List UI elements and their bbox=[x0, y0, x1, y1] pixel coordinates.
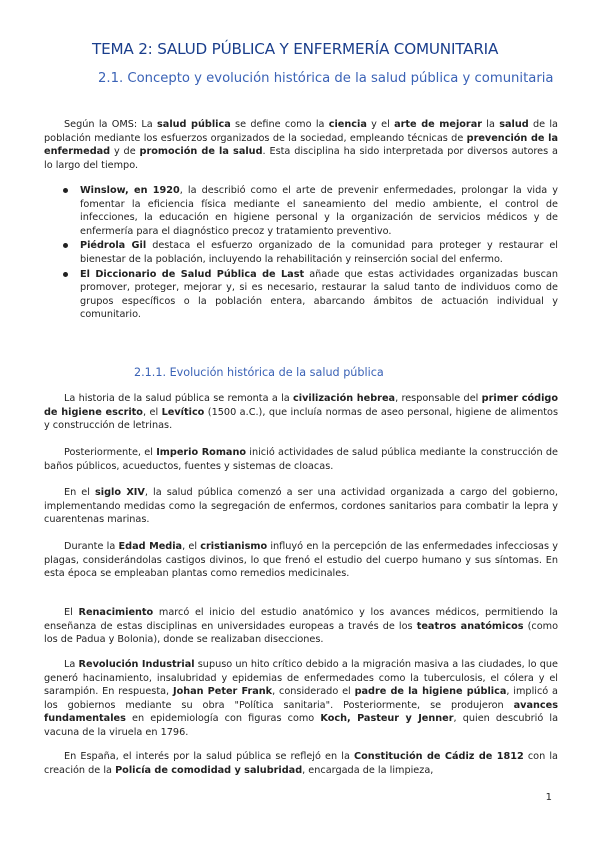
text-run: , el bbox=[182, 541, 201, 552]
bold-text: cristianismo bbox=[200, 541, 268, 552]
text-run: La historia de la salud pública se remonta a la bbox=[64, 393, 294, 404]
bold-text: Renacimiento bbox=[78, 607, 154, 618]
bold-text: Constitución de Cádiz de 1812 bbox=[354, 751, 524, 762]
bold-text: Piédrola Gil bbox=[80, 240, 147, 252]
paragraph-middle-ages bbox=[44, 540, 558, 581]
bold-text: El Diccionario de Salud Pública de Last bbox=[80, 268, 305, 280]
bold-text: civilización hebrea bbox=[293, 393, 396, 404]
text-run: , considerado el bbox=[272, 686, 355, 698]
text-run: En el bbox=[64, 487, 95, 498]
bold-text: Imperio Romano bbox=[156, 447, 247, 458]
bold-text: prevención de la enfermedad bbox=[44, 132, 558, 158]
bold-text: ciencia bbox=[328, 119, 367, 130]
bold-text: Policía de comodidad y salubridad bbox=[115, 764, 303, 776]
bold-text: promoción de la salud bbox=[139, 146, 263, 158]
paragraph-industrial-revolution bbox=[44, 658, 558, 740]
text-run: En España, el interés por la salud pública se reflejó en la bbox=[64, 751, 355, 762]
text-run: , quien descubrió la vacuna de la viruela en 1796. bbox=[44, 713, 559, 738]
text-run: se define como la bbox=[230, 119, 329, 130]
list-item bbox=[62, 239, 558, 266]
text-run: , encargada de la limpieza, bbox=[302, 764, 434, 776]
bold-text: Johan Peter Frank bbox=[172, 686, 273, 698]
bold-text: Edad Media bbox=[118, 541, 183, 552]
list-item bbox=[62, 184, 558, 238]
text-run: Posteriormente, el bbox=[64, 447, 157, 458]
subsection-title: 2.1.1. Evolución histórica de la salud pública bbox=[134, 366, 384, 379]
text-run: El bbox=[64, 607, 79, 618]
text-run: supuso un hito crítico debido a la migración masiva a las ciudades, lo que generó hacinamiento, insalubridad y epidemias de enfermedades como la tuberculosis, el cólera y el sarampión. En respuesta, bbox=[44, 659, 558, 698]
text-run: Durante la bbox=[64, 541, 119, 552]
text-run: en epidemiología con figuras como bbox=[125, 713, 321, 725]
text-run: y el bbox=[366, 119, 395, 130]
text-run: . Esta disciplina ha sido interpretada por diversos autores a lo largo del tiempo. bbox=[44, 146, 558, 171]
intro-paragraph bbox=[44, 118, 558, 172]
paragraph-rome bbox=[44, 446, 558, 473]
text-run: añade que estas actividades organizadas buscan promover, proteger, mejorar y, si es necesario, restaurar la salud tanto de individuos como de grupos específicos o la población entera, abarcando ámbitos de actuación individual y comunitario. bbox=[80, 268, 558, 321]
bold-text: teatros anatómicos bbox=[416, 620, 524, 632]
text-run: influyó en la percepción de las enfermedades infecciosas y plagas, considerándolas castigos divinos, lo que frenó el estudio del cuerpo humano y sus síntomas. En esta época se empleaban plantas como remedios medicinales. bbox=[44, 541, 558, 580]
paragraph-renaissance bbox=[44, 606, 558, 647]
bold-text: Revolución Industrial bbox=[78, 659, 195, 670]
text-run: y de bbox=[110, 146, 140, 158]
paragraph-spain bbox=[44, 750, 558, 777]
bold-text: salud bbox=[499, 119, 529, 130]
text-run: (como los de Padua y Bolonia), donde se realizaban disecciones. bbox=[44, 620, 559, 646]
page-number: 1 bbox=[545, 792, 552, 803]
text-run: , la salud pública comenzó a ser una actividad organizada a cargo del gobierno, implementando medidas como la segregación de enfermos, cordones sanitarios para combatir la lepra y cuarentenas marinas. bbox=[44, 487, 558, 526]
bold-text: siglo XIV bbox=[95, 487, 145, 498]
text-run: marcó el inicio del estudio anatómico y los avances médicos, permitiendo la enseñanza de estas disciplinas en universidades europeas a través de los bbox=[44, 607, 558, 632]
text-run: , la describió como el arte de prevenir enfermedades, prolongar la vida y fomentar la eficiencia física mediante el saneamiento del medio ambiente, el control de infecciones, la educación en higiene personal y la organización de servicios médicos y de enfermería para el diagnóstico precoz y tratamiento preventivo. bbox=[80, 185, 558, 237]
bold-text: arte de mejorar bbox=[394, 119, 483, 130]
page-title: TEMA 2: SALUD PÚBLICA Y ENFERMERÍA COMUNITARIA bbox=[92, 40, 499, 58]
section-title: 2.1. Concepto y evolución histórica de la salud pública y comunitaria bbox=[98, 71, 554, 86]
paragraph-hebrew bbox=[44, 392, 558, 433]
bold-text: Winslow, en 1920 bbox=[80, 185, 180, 196]
text-run: , responsable del bbox=[395, 393, 482, 404]
text-run: inició actividades de salud pública mediante la construcción de baños públicos, acueductos, fuentes y sistemas de cloacas. bbox=[44, 447, 558, 472]
text-run: con la creación de la bbox=[44, 751, 558, 776]
bold-text: padre de la higiene pública bbox=[354, 686, 507, 698]
bold-text: avances fundamentales bbox=[44, 699, 558, 725]
bold-text: primer código de higiene escrito bbox=[44, 393, 558, 418]
text-run: La bbox=[64, 659, 79, 670]
text-run: , el bbox=[142, 406, 162, 418]
bold-text: Koch, Pasteur y Jenner bbox=[320, 713, 454, 725]
text-run: la bbox=[482, 119, 500, 130]
text-run: destaca el esfuerzo organizado de la comunidad para proteger y restaurar el bienestar de la población, incluyendo la rehabilitación y reinserción social del enfermo. bbox=[80, 240, 558, 265]
text-run: (1500 a.C.), que incluía normas de aseo personal, higiene de alimentos y construcción de letrinas. bbox=[44, 406, 558, 432]
list-item bbox=[62, 268, 558, 322]
bold-text: Levítico bbox=[161, 406, 205, 418]
text-run: de la población mediante los esfuerzos organizados de la sociedad, empleando técnicas de bbox=[44, 119, 558, 144]
definitions-list bbox=[62, 184, 558, 323]
text-run: Según la OMS: La bbox=[64, 119, 158, 130]
bold-text: salud pública bbox=[157, 119, 231, 130]
paragraph-14th-century bbox=[44, 486, 558, 527]
text-run: , implicó a los gobiernos mediante su obra "Política sanitaria". Posteriormente, se produjeron bbox=[44, 686, 558, 711]
